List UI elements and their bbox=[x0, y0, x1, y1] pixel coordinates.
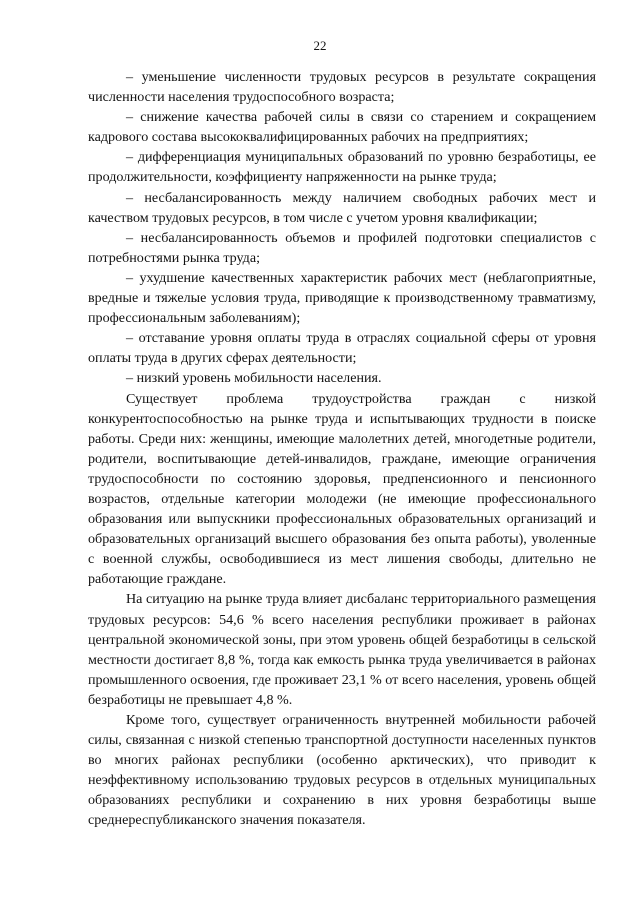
paragraph: – низкий уровень мобильности населения. bbox=[126, 370, 382, 387]
paragraph: – дифференциация муниципальных образований по уровню безработицы, ее продолжительности, коэффициенту напряженности на рынке труда; bbox=[88, 149, 596, 186]
paragraph: На ситуацию на рынке труда влияет дисбаланс территориального размещения трудовых ресурсов: 54,6 % всего населения республики проживает в районах центральной экономической зоны, при этом уровень общей безработицы в сельской местности достигает 8,8 %, тогда как емкость рынка труда увеличивается в районах промышленного освоения, где проживает 23,1 % от всего населения, уровень общей безработицы не превышает 4,8 %. bbox=[88, 591, 596, 708]
paragraph: Существует проблема трудоустройства граждан с низкой конкурентоспособностью на рынке труда и испытывающих трудности в поиске работы. Среди них: женщины, имеющие малолетних детей, многодетные родители, родители, воспитывающие детей-инвалидов, граждане, имеющие ограничения трудоспособности по состоянию здоровья, предпенсионного и пенсионного возрастов, отдельные категории молодежи (не имеющие профессионального образования или выпускники профессиональных образовательных организаций и образовательных организаций высшего образования без опыта работы), уволенные с военной службы, освободившиеся из мест лишения свободы, длительно не работающие граждане. bbox=[88, 390, 596, 588]
document-body bbox=[88, 67, 596, 831]
paragraph: – отставание уровня оплаты труда в отраслях социальной сферы от уровня оплаты труда в других сферах деятельности; bbox=[88, 330, 596, 367]
paragraph: – несбалансированность между наличием свободных рабочих мест и качеством трудовых ресурсов, в том числе с учетом уровня квалификации; bbox=[88, 189, 596, 226]
paragraph: Кроме того, существует ограниченность внутренней мобильности рабочей силы, связанная с низкой степенью транспортной доступности населенных пунктов во многих районах республики (особенно арктических), что приводит к неэффективному использованию трудовых ресурсов в отдельных муниципальных образованиях республики и сохранению в них уровня безработицы выше среднереспубликанского значения показателя. bbox=[88, 712, 596, 829]
paragraph: – снижение качества рабочей силы в связи со старением и сокращением кадрового состава высококвалифицированных рабочих на предприятиях; bbox=[88, 109, 596, 146]
paragraph: – ухудшение качественных характеристик рабочих мест (неблагоприятные, вредные и тяжелые условия труда, приводящие к производственному травматизму, профессиональным заболеваниям); bbox=[88, 269, 596, 327]
paragraph: – несбалансированность объемов и профилей подготовки специалистов с потребностями рынка труда; bbox=[88, 229, 596, 266]
paragraph: – уменьшение численности трудовых ресурсов в результате сокращения численности населения трудоспособного возраста; bbox=[88, 69, 596, 106]
page-number: 22 bbox=[313, 38, 327, 53]
